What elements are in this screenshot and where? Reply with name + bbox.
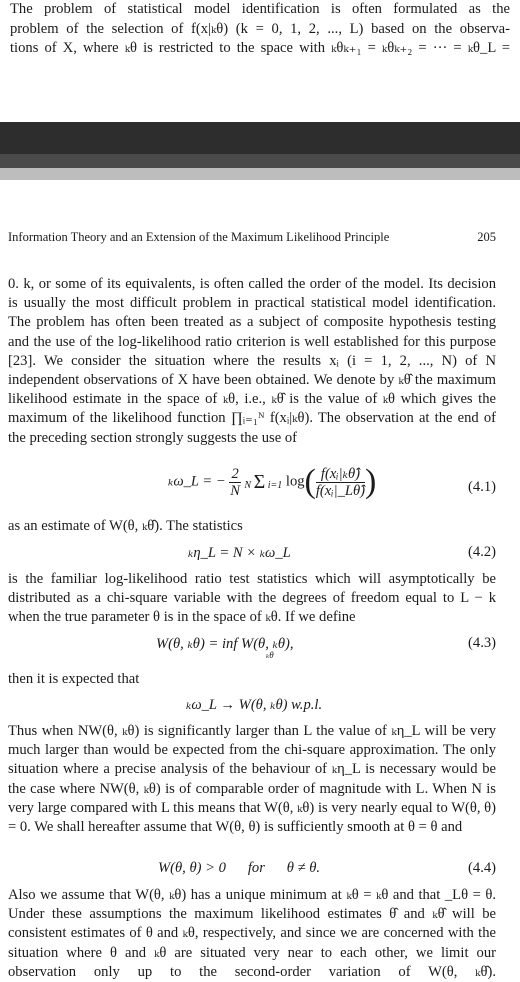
ratio-denominator: f(xᵢ|_Lθ̂): [315, 482, 366, 499]
equation-4-3: [8, 635, 496, 675]
page-gap-mid: [0, 154, 520, 168]
paragraph: as an estimate of W(θ, ₖθ̂). The statistics: [8, 518, 243, 534]
log-operator: log: [285, 473, 305, 490]
eq-body: ₖω_L → W(θ, ₖθ) w.p.l.: [186, 697, 323, 713]
eq-lhs: ₖω_L = −: [168, 473, 226, 490]
paragraph: then it is expected that: [8, 671, 140, 687]
header-title: Information Theory and an Extension of the Maximum Likelihood Principle: [8, 230, 390, 244]
paragraph: Thus when NW(θ, ₖθ) is significantly larger than L the value of ₖη_L will be very much larger than would be expected from the chi-square approximation. The only situation where a precise analysis of the behaviour of ₖη_L is necessary would be the case where NW(θ, ₖθ) is of comparable order of magnitude with L. When N is very large compared with L this means that W(θ, ₖθ) is very nearly equal to W(θ, θ) = 0. We shall hereafter assume that W(θ, θ) is sufficiently smooth at θ = θ and: [8, 723, 496, 836]
page-gap-light: [0, 168, 520, 180]
eq-sub: ₖθ: [266, 650, 274, 660]
eq-body: W(θ, ₖθ) = inf W(θ, ₖθ),: [156, 636, 294, 652]
eq-fraction: [229, 466, 240, 499]
text-line: tions of X, where ₖθ is restricted to the space with ₖθₖ₊₁ = ₖθₖ₊₂ = ··· = ₖθ_L =: [10, 40, 510, 56]
page-gap-dark: [0, 122, 520, 154]
equation-4-1: ₖω_L = − $\frac{2}{N}$ N Σ i=1 log( $\frac{\text{f(xᵢ|ₖθ̂)}}{\text{f(xᵢ|\_Lθ̂)}}$ ) (4.1): [168, 463, 496, 500]
ratio-numerator: f(xᵢ|ₖθ̂): [316, 466, 365, 483]
frac-numerator: 2: [231, 465, 239, 482]
text-line: problem of the selection of f(x|ₖθ) (k = 0, 1, 2, ..., L) based on the observa-: [10, 20, 510, 37]
equation-number: (4.1): [468, 479, 496, 495]
equation-number: (4.4): [468, 860, 496, 876]
frac-denominator: N: [230, 482, 240, 499]
page: [0, 180, 520, 980]
eq-body: W(θ, θ) > 0 for θ ≠ θ.: [158, 860, 321, 876]
paragraph: Also we assume that W(θ, ₖθ) has a unique minimum at ₖθ = ₖθ and that _Lθ = θ. Under these assumptions the maximum likelihood estimates θ̂ and ₖθ̂ will be consistent estimates of θ and ₖθ, respectively, and since we are concerned with the situation where θ and ₖθ are situated very near to each other, we limit our observation only up to the second-order variation of W(θ, ₖθ̂).: [8, 887, 496, 980]
summation: N Σ i=1: [244, 471, 283, 493]
sum-upper: N: [244, 480, 252, 491]
paragraph: 0. k, or some of its equivalents, is often called the order of the model. Its decision is usually the most difficult problem in practical statistical model identification. The problem has often been treated as a subject of composite hypothesis testing and the use of the log-likelihood ratio criterion is well established for this purpose [23]. We consider the situation where the results xᵢ (i = 1, 2, ..., N) of N independent observations of X have been obtained. We denote by ₖθ̂ the maximum likelihood estimate in the space of ₖθ, i.e., ₖθ̂ is the value of ₖθ which gives the maximum of the likelihood function ∏ᵢ₌₁ᴺ f(xᵢ|ₖθ). The observation at the end of the preceding section strongly suggests the use of: [8, 276, 496, 446]
equation-number: (4.3): [468, 635, 496, 651]
sum-lower: i=1: [267, 480, 283, 491]
paragraph: is the familiar log-likelihood ratio test statistics which will asymptotically be distributed as a chi-square variable with the degrees of freedom equal to L − k when the true parameter θ is in the space of ₖθ. If we define: [8, 571, 496, 626]
previous-page-fragment: [0, 0, 520, 120]
page-number: 205: [477, 230, 496, 244]
running-header: [0, 230, 520, 250]
eq-body: ₖη_L = N × ₖω_L: [188, 545, 291, 561]
text-line: The problem of statistical model identification is often formulated as the: [10, 1, 510, 17]
equation-number: (4.2): [468, 544, 496, 560]
